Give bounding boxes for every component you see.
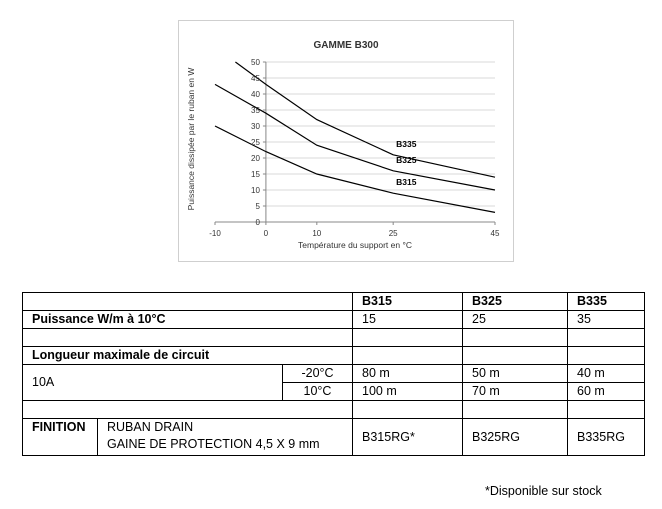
header-b325: B325 [463, 293, 568, 311]
y-tick-label: 35 [251, 106, 260, 115]
chart-title: GAMME B300 [313, 40, 379, 51]
temp-label: 10°C [283, 383, 353, 401]
x-tick-label: -10 [209, 229, 221, 238]
length-row [23, 365, 645, 383]
y-axis-label: Puissance dissipée par le ruban en W [186, 67, 196, 211]
finition-description [98, 419, 353, 456]
y-tick-label: 30 [251, 122, 260, 131]
footnote: *Disponible sur stock [485, 484, 602, 498]
spacer-row [23, 329, 645, 347]
power-b315: 15 [353, 311, 463, 329]
header-b335: B335 [568, 293, 645, 311]
length-header-row [23, 347, 645, 365]
series-line-b335 [235, 62, 495, 177]
series-label-b325: B325 [396, 154, 417, 165]
x-tick-label: 25 [388, 229, 398, 238]
x-tick-label: 45 [490, 229, 500, 238]
y-tick-label: 5 [255, 202, 260, 211]
spacer-row [23, 401, 645, 419]
finition-row [23, 419, 645, 456]
power-b325: 25 [463, 311, 568, 329]
finition-b315: B315RG* [353, 419, 463, 456]
chart-panel [178, 20, 514, 262]
table-header-row [23, 293, 645, 311]
length-b325: 50 m [463, 365, 568, 383]
length-b315: 100 m [353, 383, 463, 401]
series-label-b315: B315 [396, 177, 417, 188]
y-tick-label: 45 [251, 74, 260, 83]
series-label-b335: B335 [396, 138, 417, 149]
length-b315: 80 m [353, 365, 463, 383]
chart [179, 21, 513, 261]
y-tick-label: 40 [251, 90, 260, 99]
finition-label: FINITION [23, 419, 98, 456]
header-b315: B315 [353, 293, 463, 311]
y-tick-label: 10 [251, 186, 260, 195]
length-b325: 70 m [463, 383, 568, 401]
temp-label: -20°C [283, 365, 353, 383]
y-tick-label: 50 [251, 58, 260, 67]
power-label: Puissance W/m à 10°C [23, 311, 353, 329]
power-row [23, 311, 645, 329]
length-b335: 40 m [568, 365, 645, 383]
current-label: 10A [23, 365, 283, 401]
y-tick-label: 20 [251, 154, 260, 163]
y-tick-label: 15 [251, 170, 260, 179]
spec-table [22, 292, 645, 456]
finition-line1: RUBAN DRAIN [107, 420, 194, 434]
length-b335: 60 m [568, 383, 645, 401]
power-b335: 35 [568, 311, 645, 329]
x-tick-label: 0 [263, 229, 269, 238]
x-tick-label: 10 [312, 229, 322, 238]
x-axis-label: Température du support en °C [298, 240, 412, 250]
y-tick-label: 25 [251, 138, 260, 147]
finition-line2: GAINE DE PROTECTION 4,5 X 9 mm [107, 437, 320, 451]
header-empty-cell [23, 293, 353, 311]
y-tick-label: 0 [255, 218, 260, 227]
finition-b325: B325RG [463, 419, 568, 456]
finition-b335: B335RG [568, 419, 645, 456]
length-label: Longueur maximale de circuit [23, 347, 353, 365]
